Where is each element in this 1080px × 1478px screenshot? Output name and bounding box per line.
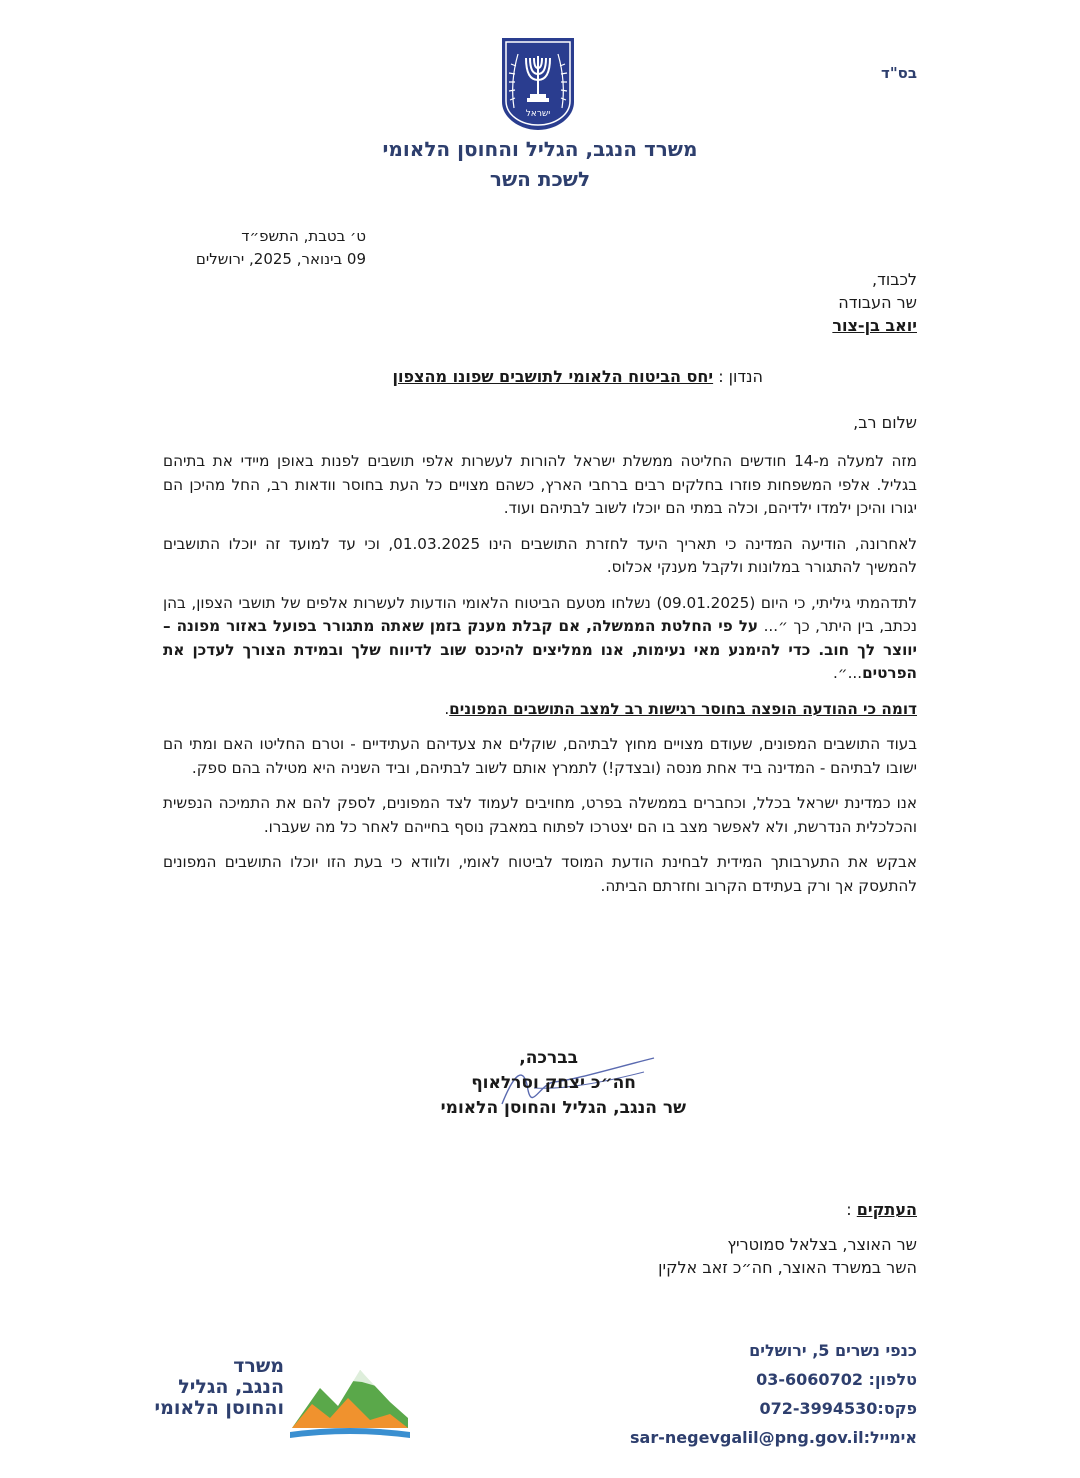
greeting: שלום רב, <box>853 413 917 432</box>
addressee-name: יואב בן-צור <box>832 316 917 335</box>
paragraph-5: בעוד התושבים המפונים, שעודם מצויים מחוץ לבתיהם, שוקלים את צעדיהם העתידיים - וטרם החליטו האם ומתי הם ישובו לבתיהם - המדינה ביד אחת מנסה (ובצדק!) לתמרץ אותם לשוב לבתיהם, וביד השניה היא מטילה בהם ספק. <box>163 735 917 777</box>
copies-colon: : <box>846 1200 857 1219</box>
addressee-block <box>832 268 917 337</box>
copy-recipient-2: השר במשרד האוצר, חה״כ זאב אלקין <box>658 1258 917 1277</box>
logo-line-2: הנגב, הגליל <box>178 1376 284 1398</box>
logo-line-3: והחוסן הלאומי <box>154 1397 284 1419</box>
office-name: לשכת השר <box>489 167 591 191</box>
signer-title: שר הנגב, הגליל והחוסן הלאומי <box>440 1098 686 1118</box>
contact-email-label: אימייל: <box>863 1428 917 1447</box>
contact-block <box>630 1336 917 1452</box>
addressee-honorific: לכבוד, <box>872 270 917 289</box>
paragraph-3-start: לתדהמתי גיליתי, כי היום (09.01.2025) נשלחו מטעם הביטוח הלאומי הודעות לעשרות אלפים של תושבי הצפון, בהן נכתב, בין היתר, כך ״... <box>163 593 917 635</box>
subject-line <box>0 367 763 386</box>
signer-name: חה״כ יצחק וסרלאוף <box>471 1073 636 1093</box>
ministry-name: משרד הנגב, הגליל והחוסן הלאומי <box>382 137 698 161</box>
hebrew-date: ט׳ בטבת, התשפ״ד <box>241 227 366 245</box>
paragraph-3 <box>163 592 917 686</box>
ministry-logo <box>112 1356 412 1442</box>
paragraph-4 <box>163 698 917 722</box>
contact-email-link[interactable]: sar-negevgalil@png.gov.il <box>630 1428 864 1447</box>
copies-label: העתקים <box>856 1200 917 1219</box>
contact-fax: פקס:072-3994530 <box>759 1399 917 1418</box>
logo-text <box>112 1356 284 1419</box>
gregorian-date: 09 בינואר, 2025, ירושלים <box>195 250 366 268</box>
paragraph-1: מזה למעלה מ-14 חודשים החליטה ממשלת ישראל להורות לעשרות אלפי תושבים לפנות באופן מיידי את בתיהם בגליל. אלפי המשפחות פוזרו בחלקים רבים ברחבי הארץ, כשהם מצויים כל העת בחוסר וודאות רב, החל מהיכן הם יגורו והיכן ילמדו ילדיהם, וכלה במתי הם יוכלו לשוב לבתיהם ועוד. <box>163 452 917 517</box>
subject-text: יחס הביטוח הלאומי לתושבים שפונו מהצפון <box>392 367 714 386</box>
closing: בברכה, <box>519 1048 578 1068</box>
addressee-title: שר העבודה <box>838 293 917 312</box>
paragraph-6: אנו כמדינת ישראל בכלל, וכחברים בממשלה בפרט, מחויבים לעמוד לצד המפונים, לספק להם את התמיכה הנפשית והכלכלית הנדרשת, ולא לאפשר מצב בו הם יצטרכו לפתוח במאבק נוסף בחייהם לאחר כל מה שעברו. <box>163 794 917 836</box>
paragraph-2: לאחרונה, הודיעה המדינה כי תאריך היעד לחזרת התושבים הינו 01.03.2025, וכי עד למועד זה יוכלו התושבים להמשיך להתגורר במלונות ולקבל מענקי אכלוס. <box>163 534 917 576</box>
date-block <box>100 225 366 271</box>
paragraph-3-end: ...״. <box>832 664 863 682</box>
subject-label: הנדון : <box>718 367 763 386</box>
state-emblem-icon <box>500 36 576 132</box>
letter-body <box>163 450 917 910</box>
paragraph-4-end: . <box>444 699 450 718</box>
contact-phone: טלפון: 03-6060702 <box>756 1370 917 1389</box>
bsd-mark: בס"ד <box>881 64 917 82</box>
paragraph-4-emphasis: דומה כי ההודעה הופצה בחוסר רגישות רב למצב התושבים המפונים <box>449 699 917 718</box>
mountains-logo-icon <box>290 1358 410 1442</box>
copy-recipient-1: שר האוצר, בצלאל סמוטריץ <box>727 1235 917 1254</box>
signature-block <box>0 1046 686 1121</box>
contact-address: כנפי נשרים 5, ירושלים <box>749 1341 917 1360</box>
logo-line-1: משרד <box>233 1355 284 1377</box>
letterhead <box>0 134 1080 194</box>
copies-block <box>658 1198 917 1279</box>
paragraph-3-quote: על פי החלטת הממשלה, אם קבלת מענק בזמן שאתה מתגורר בפועל באזור מפונה – יווצר לך חוב. כדי להימנע מאי נעימות, אנו ממליצים להיכנס שוב לדיווח שלך ובמידת הצורך לעדכן את הפרטים <box>163 617 917 682</box>
paragraph-7: אבקש את התערבותך המידית לבחינת הודעת המוסד לביטוח לאומי, ולוודא כי בעת הזו יוכלו התושבים המפונים להתעסק אך ורק בעתידם הקרוב וחזרתם הביתה. <box>163 853 917 895</box>
svg-text:ישראל: ישראל <box>525 109 551 119</box>
